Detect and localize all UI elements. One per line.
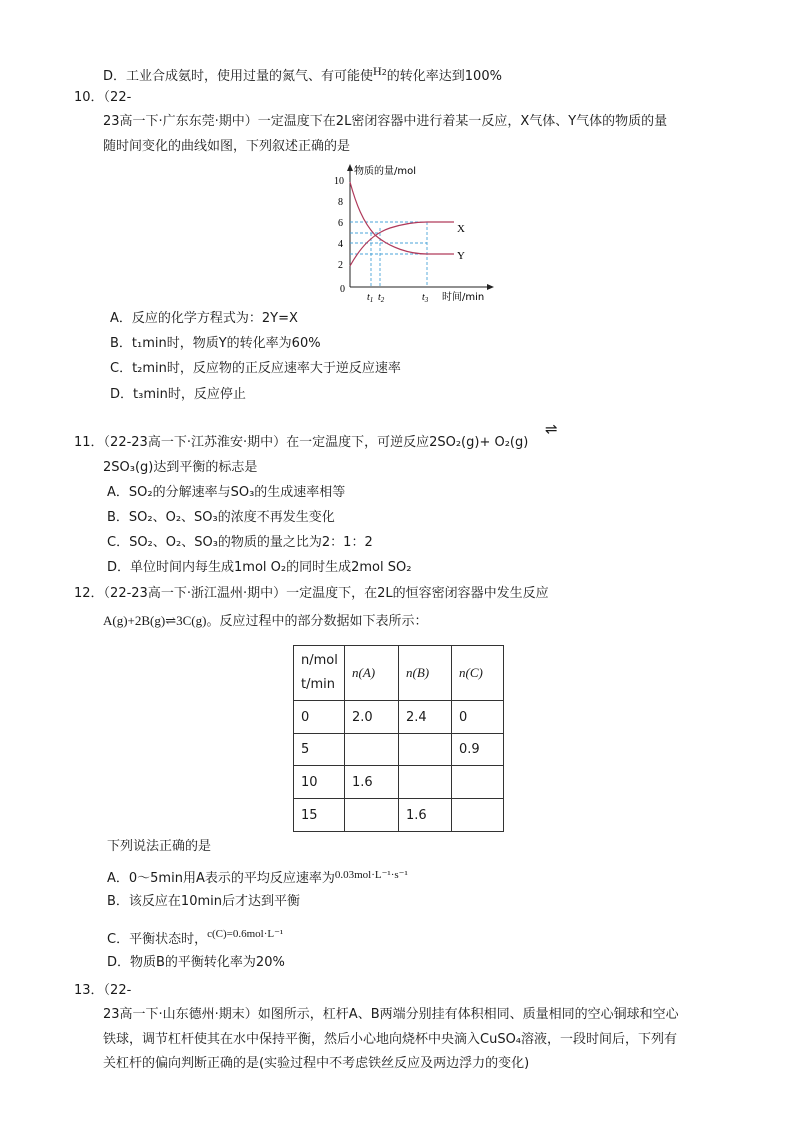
q12-option-b: B．该反应在10min后才达到平衡 (107, 894, 300, 909)
q12-equation-line (103, 612, 427, 631)
table-cell (345, 734, 399, 766)
q12-stem-line1: 12．（22-23高一下·浙江温州·期中）一定温度下，在2L的恒容密闭容器中发生反应 (74, 586, 549, 601)
q10-stem-line2: 随时间变化的曲线如图，下列叙述正确的是 (103, 139, 351, 154)
y-tick-6: 6 (338, 218, 343, 229)
table-cell: 15 (294, 799, 345, 832)
col-nB: n(B) (399, 646, 452, 701)
q11-option-a: A．SO₂的分解速率与SO₃的生成速率相等 (107, 485, 346, 500)
q11-equilibrium-arrow: ⇌ (545, 420, 558, 438)
q9-formula: H (373, 64, 382, 78)
q10-option-b: B．t₁min时，物质Y的转化率为60% (110, 336, 321, 351)
table-corner-cell (294, 646, 345, 701)
table-cell: 2.4 (399, 701, 452, 734)
q12-option-d: D．物质B的平衡转化率为20% (107, 955, 285, 970)
q10-stem-line1: 23高一下·广东东莞·期中）一定温度下在2L密闭容器中进行着某一反应，X气体、Y气体的物质的量 (103, 114, 668, 129)
q12-option-c (107, 925, 283, 949)
tick-t3: $t_3$ (422, 292, 429, 304)
table-row (294, 799, 504, 832)
q9-option-d (103, 62, 502, 86)
origin-label: 0 (340, 284, 345, 295)
tick-t2: $t_2$ (378, 292, 385, 304)
y-tick-4: 4 (338, 239, 343, 250)
table-cell (452, 799, 504, 832)
table-cell (399, 766, 452, 799)
header-n-mol: n/mol (301, 653, 338, 668)
table-row (294, 701, 504, 734)
tick-t1: $t_1$ (367, 292, 374, 304)
q12-option-c-text: C．平衡状态时， (107, 932, 208, 947)
table-row (294, 766, 504, 799)
q11-stem-line1: 11．（22-23高一下·江苏淮安·期中）在一定温度下，可逆反应2SO₂(g)+ O₂(g) (74, 435, 529, 450)
col-nA: n(A) (345, 646, 399, 701)
q13-stem-line2: 铁球，调节杠杆使其在水中保持平衡，然后小心地向烧杯中央滴入CuSO₄溶液，一段时间后，下列有 (103, 1032, 678, 1047)
table-cell: 0 (452, 701, 504, 734)
q11-option-b: B．SO₂、O₂、SO₃的浓度不再发生变化 (107, 510, 335, 525)
q10-option-d: D．t₃min时，反应停止 (110, 387, 246, 402)
table-cell: 10 (294, 766, 345, 799)
x-axis-label: 时间/min (442, 292, 485, 303)
y-tick-2: 2 (338, 260, 343, 271)
x-axis-arrow (487, 284, 494, 290)
q12-option-a (107, 866, 408, 888)
y-tick-10: 10 (334, 176, 344, 187)
table-cell (399, 734, 452, 766)
q12-option-c-expr: c(C)=0.6mol·L⁻¹ (207, 928, 284, 940)
q12-equation: A(g)+2B(g)⇌3C(g) (103, 613, 207, 628)
q13-number: 13．（22- (74, 983, 132, 998)
table-cell: 0 (294, 701, 345, 734)
q13-stem-line3: 关杠杆的偏向判断正确的是(实验过程中不考虑铁丝反应及两边浮力的变化) (103, 1056, 530, 1071)
q11-option-d: D．单位时间内每生成1mol O₂的同时生成2mol SO₂ (107, 560, 412, 575)
col-nC: n(C) (452, 646, 504, 701)
q11-stem-line2: 2SO₃(g)达到平衡的标志是 (103, 460, 258, 475)
q9-formula-sub: 2 (381, 68, 387, 77)
q9-option-d-tail: 的转化率达到100% (386, 69, 502, 84)
q10-number: 10．（22- (74, 90, 132, 105)
table-header-row (294, 646, 504, 701)
table-cell: 0.9 (452, 734, 504, 766)
table-cell: 2.0 (345, 701, 399, 734)
table-row (294, 734, 504, 766)
q12-prompt: 下列说法正确的是 (107, 839, 212, 854)
series-y-label: Y (457, 250, 465, 262)
table-cell: 1.6 (345, 766, 399, 799)
table-cell: 1.6 (399, 799, 452, 832)
q10-option-c: C．t₂min时，反应物的正反应速率大于逆反应速率 (110, 361, 401, 376)
q13-stem-line1: 23高一下·山东德州·期末）如图所示，杠杆A、B两端分别挂有体积相同、质量相同的空心铜球和空心 (103, 1007, 679, 1022)
y-tick-8: 8 (338, 197, 343, 208)
series-x-curve (350, 222, 454, 266)
q12-option-a-text: A．0～5min用A表示的平均反应速率为 (107, 871, 335, 886)
q10-option-a: A．反应的化学方程式为：2Y=X (110, 311, 298, 326)
header-t-min: t/min (301, 677, 335, 692)
series-x-label: X (457, 223, 465, 235)
q10-graph (330, 160, 500, 305)
table-cell (452, 766, 504, 799)
y-axis-label: 物质的量/mol (354, 166, 417, 177)
q9-option-d-text: D．工业合成氨时，使用过量的氮气、有可能使 (103, 69, 374, 84)
y-axis-arrow (347, 164, 353, 171)
q12-data-table (293, 645, 504, 832)
table-cell (345, 799, 399, 832)
guide-lines (350, 222, 427, 287)
q11-option-c: C．SO₂、O₂、SO₃的物质的量之比为2：1：2 (107, 535, 373, 550)
q12-stem-line2: 。反应过程中的部分数据如下表所示： (206, 614, 428, 629)
table-cell: 5 (294, 734, 345, 766)
q12-option-a-unit: 0.03mol·L⁻¹·s⁻¹ (334, 869, 408, 881)
